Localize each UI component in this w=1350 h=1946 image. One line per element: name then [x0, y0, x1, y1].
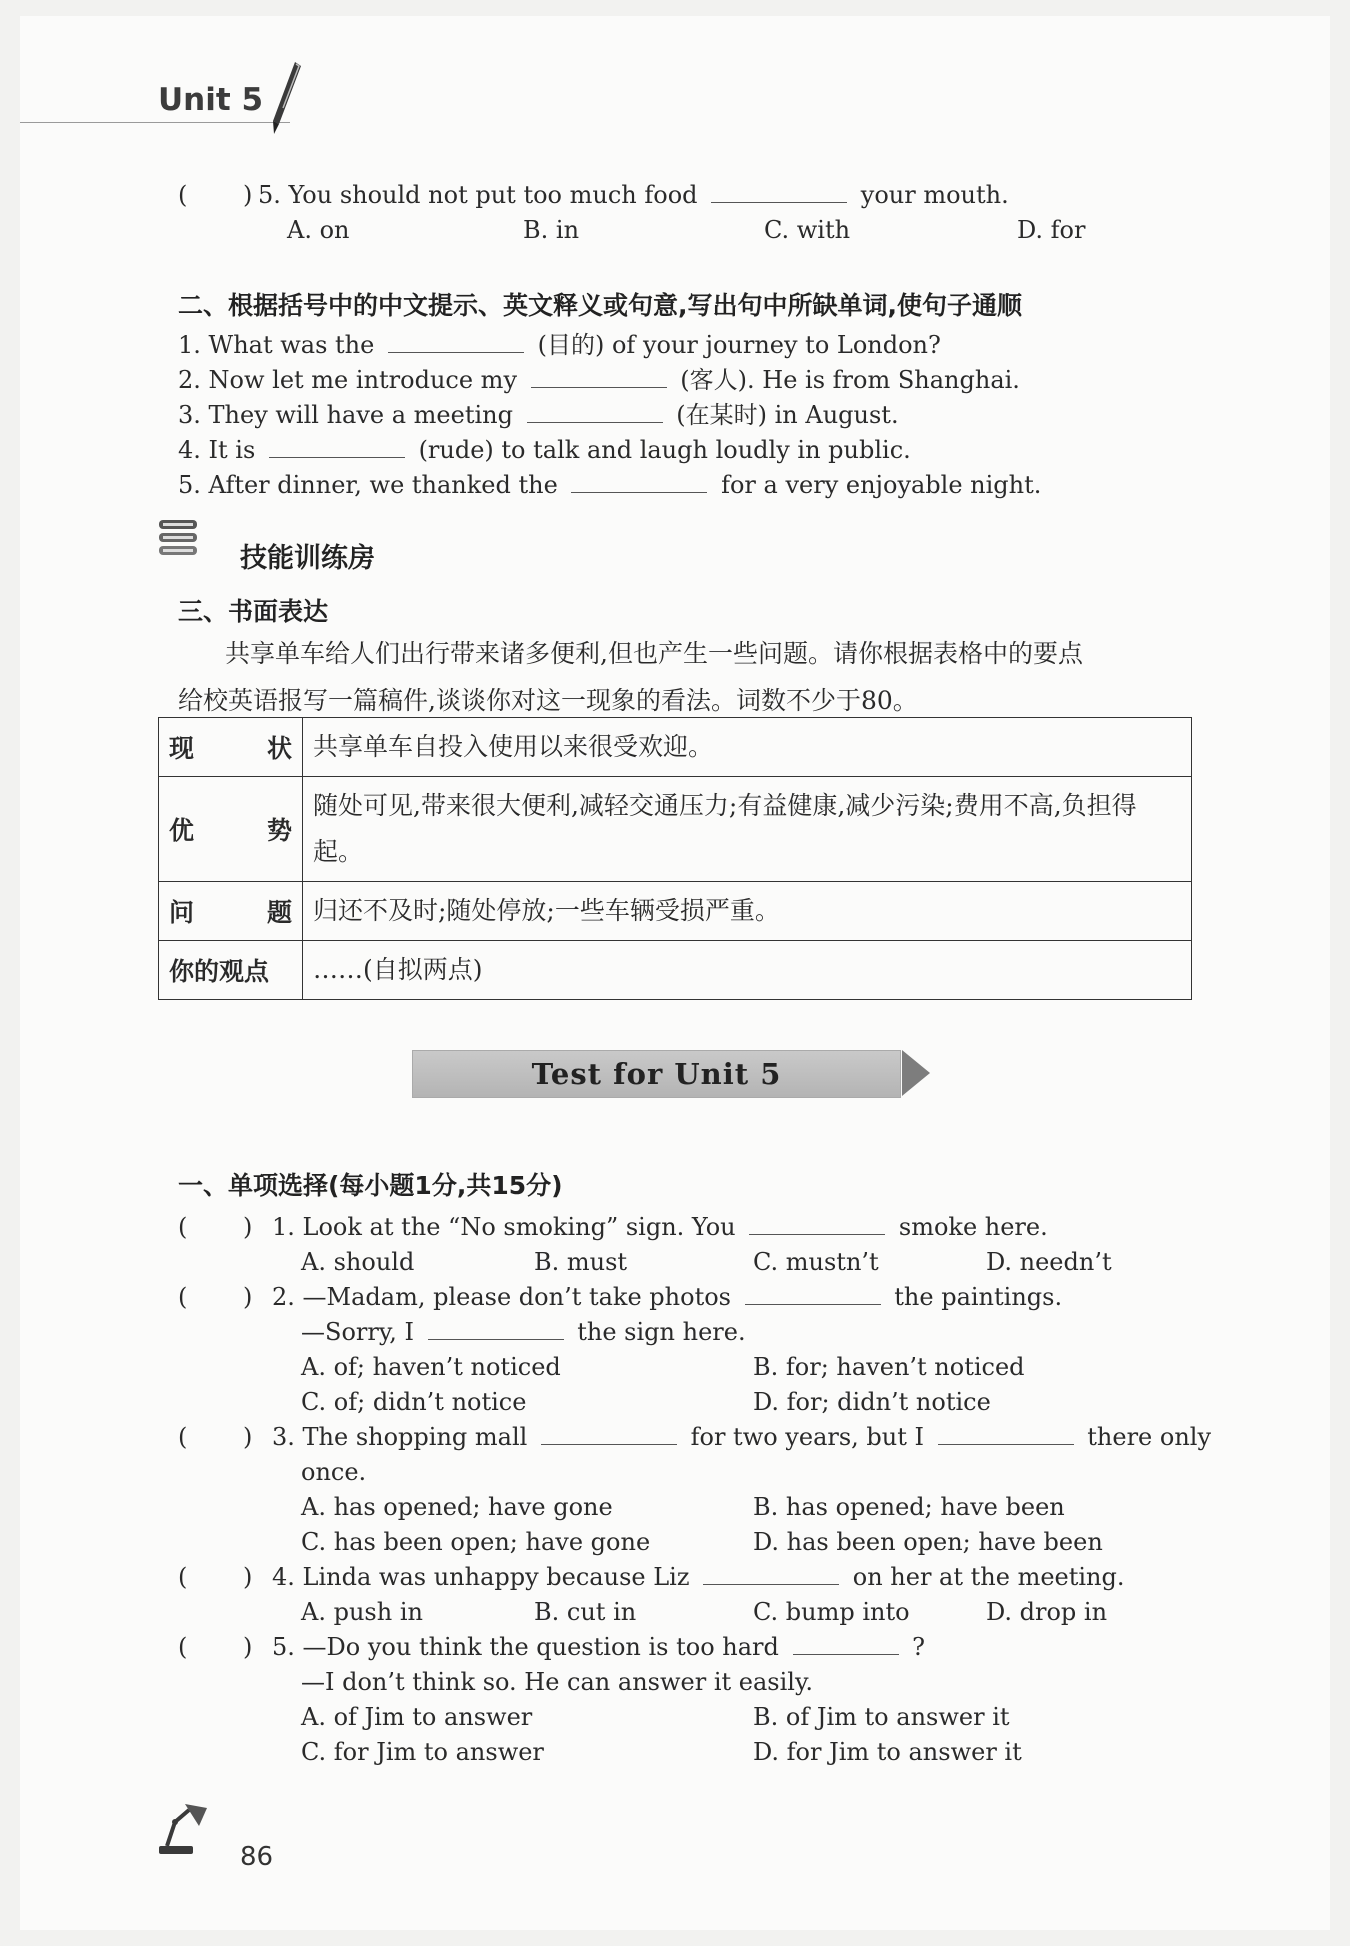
item-text: for a very enjoyable night. — [721, 471, 1042, 499]
stem-part: 2. —Madam, please don’t take photos — [272, 1283, 731, 1311]
unit-title: Unit 5 — [158, 82, 264, 118]
label-text: 你的观点 — [169, 957, 270, 986]
option-d: D. for — [1017, 216, 1086, 244]
option-c: C. has been open; have gone — [301, 1528, 651, 1556]
fill-item — [178, 365, 1020, 395]
option-a: A. should — [301, 1248, 415, 1276]
fill-item — [178, 330, 941, 360]
option-c: C. bump into — [753, 1598, 910, 1626]
paren-close: ) — [243, 1283, 253, 1311]
option-d: D. needn’t — [986, 1248, 1112, 1276]
paren-open: ( — [178, 1283, 188, 1311]
fill-item — [178, 400, 899, 430]
option-c: C. for Jim to answer — [301, 1738, 544, 1766]
paren-close: ) — [243, 1563, 253, 1591]
page-number: 86 — [240, 1842, 274, 1872]
table-row — [159, 941, 1192, 1000]
paren-open: ( — [178, 1213, 188, 1241]
option-d: D. for; didn’t notice — [753, 1388, 991, 1416]
option-b: B. must — [534, 1248, 628, 1276]
question-stem — [272, 1632, 925, 1662]
row-label — [159, 941, 303, 1000]
answer-blank[interactable] — [388, 330, 524, 353]
stem-part: 4. Linda was unhappy because Liz — [272, 1563, 690, 1591]
prompt-line: 共享单车给人们出行带来诸多便利,但也产生一些问题。请你根据表格中的要点 — [225, 639, 1083, 668]
stem-part: —Sorry, I — [301, 1318, 414, 1346]
item-text: 3. They will have a meeting — [178, 401, 513, 429]
option-a: A. push in — [301, 1598, 423, 1626]
stem-part: 5. —Do you think the question is too hard — [272, 1633, 779, 1661]
paren-open: ( — [178, 1423, 188, 1451]
option-b: B. of Jim to answer it — [753, 1703, 1010, 1731]
item-text: (rude) to talk and laugh loudly in public. — [418, 436, 911, 464]
answer-blank[interactable] — [938, 1422, 1074, 1445]
label-char: 题 — [266, 898, 292, 927]
paren-open: ( — [178, 1563, 188, 1591]
row-text: ……(自拟两点) — [303, 941, 1192, 1000]
stem-part: the sign here. — [577, 1318, 746, 1346]
paren-close: ) — [243, 1633, 253, 1661]
stem-part: there only — [1087, 1423, 1212, 1451]
row-label — [159, 718, 303, 777]
table-row — [159, 777, 1192, 882]
answer-blank[interactable] — [793, 1632, 899, 1655]
paren-open: ( — [178, 1633, 188, 1661]
table-row — [159, 718, 1192, 777]
row-text: 共享单车自投入使用以来很受欢迎。 — [303, 718, 1192, 777]
item-text: (客人). He is from Shanghai. — [680, 366, 1020, 394]
pen-icon — [265, 58, 305, 138]
item-text: 1. What was the — [178, 331, 375, 359]
stem-part: 3. The shopping mall — [272, 1423, 528, 1451]
stem-part: 1. Look at the “No smoking” sign. You — [272, 1213, 736, 1241]
writing-points-table — [158, 717, 1192, 1000]
answer-blank[interactable] — [745, 1282, 881, 1305]
answer-blank[interactable] — [527, 400, 663, 423]
row-text: 归还不及时;随处停放;一些车辆受损严重。 — [303, 882, 1192, 941]
label-char: 状 — [266, 734, 292, 763]
option-b: B. in — [523, 216, 580, 244]
label-char: 势 — [266, 816, 292, 845]
question-stem — [272, 1212, 1048, 1242]
answer-blank[interactable] — [269, 435, 405, 458]
label-char: 问 — [169, 898, 195, 927]
question-stem — [258, 180, 1009, 210]
label-char: 优 — [169, 816, 195, 845]
fill-item — [178, 435, 911, 465]
option-b: B. cut in — [534, 1598, 637, 1626]
prompt-line: 给校英语报写一篇稿件,谈谈你对这一现象的看法。词数不少于80。 — [178, 686, 918, 715]
table-row — [159, 882, 1192, 941]
option-c: C. mustn’t — [753, 1248, 879, 1276]
option-d: D. has been open; have been — [753, 1528, 1103, 1556]
option-c: C. with — [764, 216, 851, 244]
option-d: D. drop in — [986, 1598, 1108, 1626]
item-text: 4. It is — [178, 436, 256, 464]
option-b: B. for; haven’t noticed — [753, 1353, 1025, 1381]
section-2-title: 二、根据括号中的中文提示、英文释义或句意,写出句中所缺单词,使句子通顺 — [178, 291, 1022, 320]
stem-part: your mouth. — [860, 181, 1009, 209]
stem-part: the paintings. — [894, 1283, 1063, 1311]
stem-part: smoke here. — [898, 1213, 1048, 1241]
answer-blank[interactable] — [703, 1562, 839, 1585]
option-a: A. on — [287, 216, 350, 244]
row-text: 随处可见,带来很大便利,减轻交通压力;有益健康,减少污染;费用不高,负担得起。 — [303, 777, 1192, 882]
item-text: (目的) of your journey to London? — [537, 331, 941, 359]
answer-blank[interactable] — [541, 1422, 677, 1445]
paren-close: ) — [243, 1213, 253, 1241]
paren-open: ( — [178, 181, 188, 209]
row-label — [159, 777, 303, 882]
section-3-title: 三、书面表达 — [178, 597, 329, 626]
question-line: once. — [301, 1458, 367, 1486]
test-section-1-title: 一、单项选择(每小题1分,共15分) — [178, 1171, 563, 1200]
stem-part: 5. You should not put too much food — [258, 181, 698, 209]
paren-close: ) — [243, 1423, 253, 1451]
option-a: A. of; haven’t noticed — [301, 1353, 561, 1381]
answer-blank[interactable] — [428, 1317, 564, 1340]
item-text: 2. Now let me introduce my — [178, 366, 517, 394]
label-char: 现 — [169, 734, 195, 763]
row-label — [159, 882, 303, 941]
header-rule — [20, 122, 290, 123]
answer-blank[interactable] — [531, 365, 667, 388]
question-line: —I don’t think so. He can answer it easily. — [301, 1668, 813, 1696]
question-stem — [272, 1562, 1125, 1592]
option-c: C. of; didn’t notice — [301, 1388, 527, 1416]
question-line — [301, 1317, 746, 1347]
item-text: (在某时) in August. — [676, 401, 899, 429]
stem-part: for two years, but I — [690, 1423, 924, 1451]
item-text: 5. After dinner, we thanked the — [178, 471, 558, 499]
option-d: D. for Jim to answer it — [753, 1738, 1022, 1766]
skills-title: 技能训练房 — [240, 543, 375, 574]
answer-blank[interactable] — [571, 470, 707, 493]
answer-blank[interactable] — [749, 1212, 885, 1235]
fill-item — [178, 470, 1041, 500]
stem-part: ? — [912, 1633, 926, 1661]
stem-part: on her at the meeting. — [852, 1563, 1125, 1591]
banner-arrow-icon — [902, 1050, 930, 1096]
test-banner: Test for Unit 5 — [412, 1050, 901, 1098]
answer-blank[interactable] — [711, 180, 847, 203]
option-a: A. of Jim to answer — [301, 1703, 533, 1731]
paren-close: ) — [243, 181, 253, 209]
question-stem — [272, 1422, 1211, 1452]
option-a: A. has opened; have gone — [301, 1493, 613, 1521]
question-stem — [272, 1282, 1062, 1312]
option-b: B. has opened; have been — [753, 1493, 1065, 1521]
desk-lamp-icon — [155, 1800, 213, 1856]
book-stack-icon — [157, 518, 201, 558]
